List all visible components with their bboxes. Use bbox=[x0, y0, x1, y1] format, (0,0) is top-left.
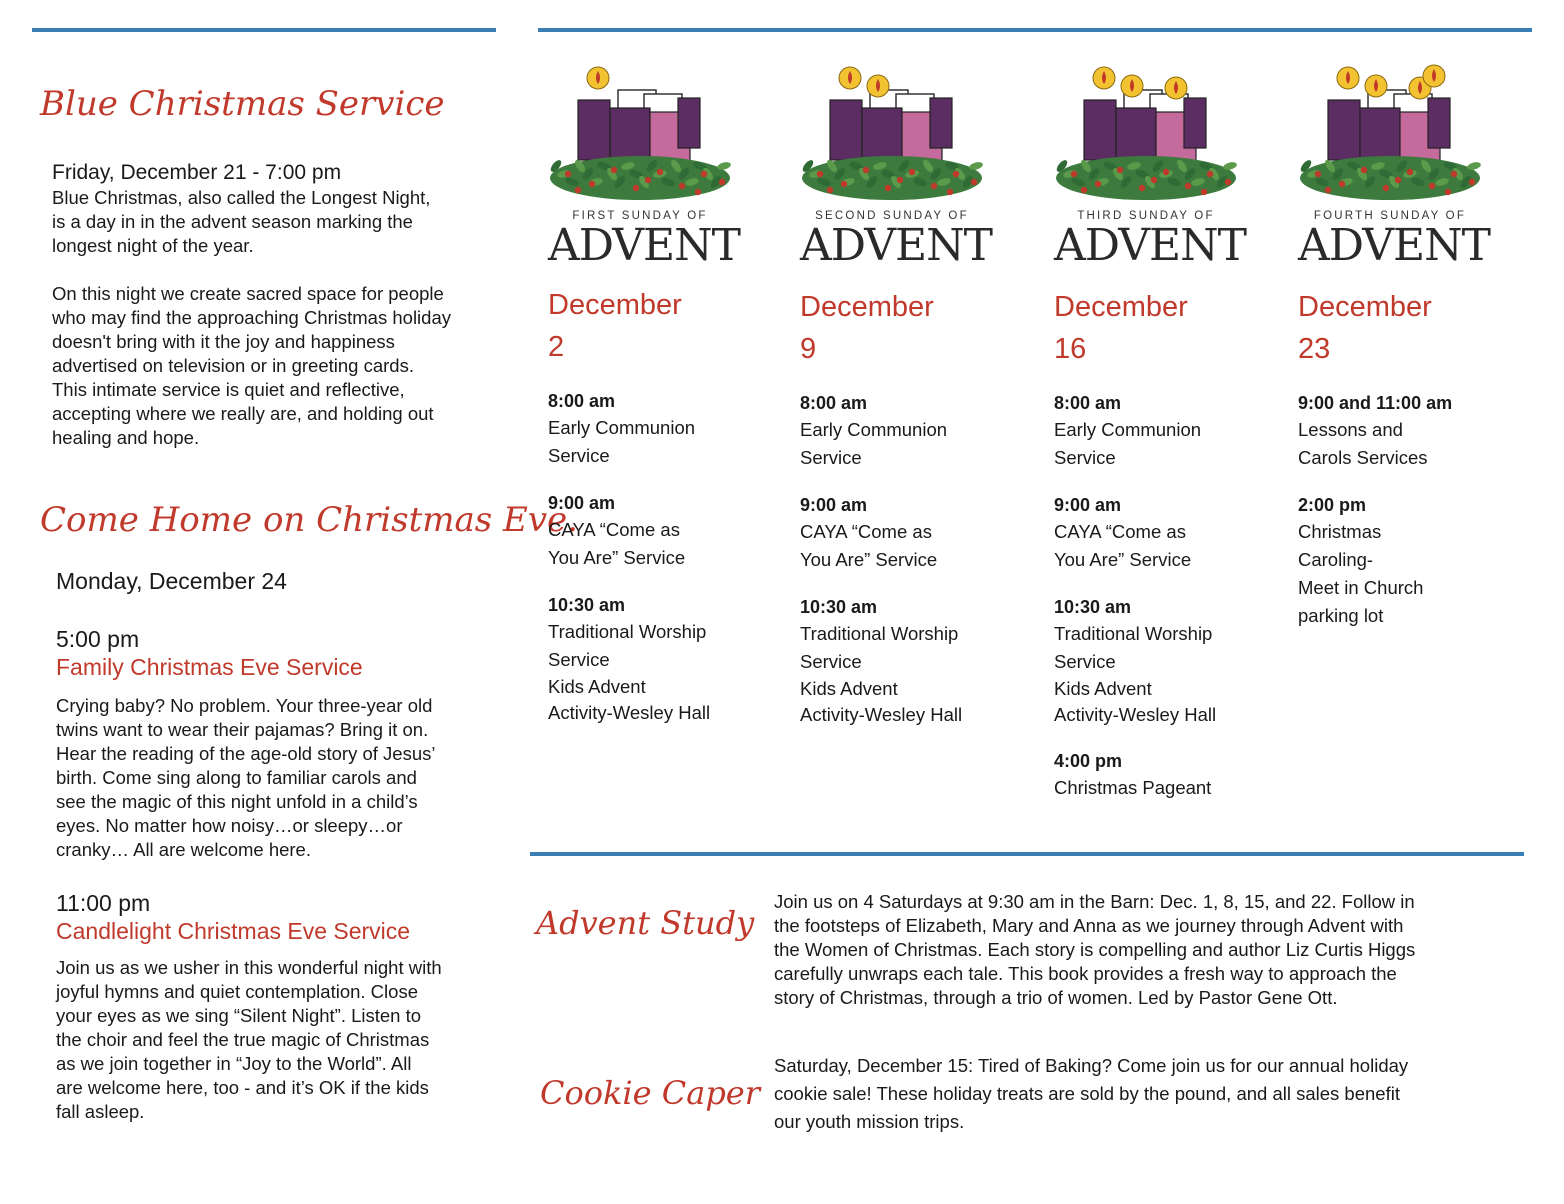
text-line: our youth mission trips. bbox=[774, 1111, 965, 1132]
berry bbox=[701, 171, 707, 177]
service-desc: Early Communion bbox=[548, 417, 696, 438]
service-time: 8:00 am bbox=[800, 393, 868, 413]
service-desc: Meet in Church bbox=[1298, 577, 1424, 598]
date-day: 16 bbox=[1054, 333, 1087, 365]
advent-wreath-logo bbox=[1298, 62, 1491, 274]
candle bbox=[610, 108, 650, 162]
berry bbox=[1071, 171, 1077, 177]
berry bbox=[1201, 189, 1207, 195]
advent-word: ADVENT bbox=[800, 220, 993, 271]
service-desc: Christmas Pageant bbox=[1054, 777, 1212, 798]
text-line: Blue Christmas, also called the Longest Night, bbox=[52, 187, 431, 208]
right-top-rule bbox=[538, 28, 1532, 32]
text-line: twins want to wear their pajamas? Bring it on. bbox=[56, 719, 429, 740]
berry bbox=[1429, 183, 1435, 189]
service-desc: CAYA “Come as bbox=[548, 519, 680, 540]
text-line: joyful hymns and quiet contemplation. Close bbox=[56, 981, 418, 1002]
berry bbox=[657, 169, 663, 175]
text-line: Saturday, December 15: Tired of Baking? Come join us for our annual holiday bbox=[774, 1055, 1409, 1076]
candle bbox=[1428, 98, 1450, 148]
berry bbox=[1395, 177, 1401, 183]
service-time: 8:00 am bbox=[548, 391, 616, 411]
service1-description bbox=[56, 694, 435, 862]
service-desc: Christmas bbox=[1298, 521, 1382, 542]
advent-study-description bbox=[774, 890, 1415, 1010]
text-line: accepting where we really are, and holding out bbox=[52, 403, 434, 424]
advent-week-4 bbox=[1298, 62, 1498, 630]
service-desc: Service bbox=[548, 445, 610, 466]
advent-week-3 bbox=[1054, 62, 1254, 802]
text-line: carefully unwraps each tale. This book provides a fresh way to approach the bbox=[774, 963, 1397, 984]
berry bbox=[1469, 179, 1475, 185]
service-desc: Lessons and bbox=[1298, 419, 1403, 440]
berry bbox=[1325, 187, 1331, 193]
text-line: cranky… All are welcome here. bbox=[56, 839, 311, 860]
service-desc: parking lot bbox=[1298, 605, 1384, 626]
candle bbox=[830, 100, 862, 160]
berry bbox=[909, 169, 915, 175]
service1-time: 5:00 pm bbox=[56, 626, 140, 652]
berry bbox=[1407, 169, 1413, 175]
berry bbox=[1139, 185, 1145, 191]
advent-word: ADVENT bbox=[1298, 220, 1491, 271]
service-desc: Traditional Worship bbox=[800, 623, 959, 644]
berry bbox=[1339, 181, 1345, 187]
text-line: This intimate service is quiet and reflective, bbox=[52, 379, 405, 400]
service2-title: Candlelight Christmas Eve Service bbox=[56, 918, 411, 944]
service-desc: Early Communion bbox=[1054, 419, 1202, 440]
service-desc: You Are” Service bbox=[800, 549, 938, 570]
blue-christmas-section bbox=[52, 160, 451, 450]
cookie-caper-heading: Cookie Caper bbox=[540, 1074, 761, 1112]
text-line: is a day in in the advent season marking the bbox=[52, 211, 413, 232]
berry bbox=[971, 179, 977, 185]
berry bbox=[695, 189, 701, 195]
service-time: 8:00 am bbox=[1054, 393, 1122, 413]
advent-week-2 bbox=[800, 62, 1000, 728]
text-line: the footsteps of Elizabeth, Mary and Anna as we journey through Advent with bbox=[774, 915, 1404, 936]
berry bbox=[817, 171, 823, 177]
blue-christmas-heading: Blue Christmas Service bbox=[40, 84, 445, 124]
date-month: December bbox=[800, 291, 934, 323]
candle bbox=[1328, 100, 1360, 160]
berry bbox=[897, 177, 903, 183]
berry bbox=[633, 185, 639, 191]
service-desc: Service bbox=[800, 447, 862, 468]
blue-christmas-datetime: Friday, December 21 - 7:00 pm bbox=[52, 161, 342, 184]
berry bbox=[1361, 167, 1367, 173]
christmas-eve-heading: Come Home on Christmas Eve. bbox=[40, 500, 578, 540]
service-time: 9:00 am bbox=[800, 495, 868, 515]
berry bbox=[589, 181, 595, 187]
service-time: 10:30 am bbox=[800, 597, 878, 617]
service-time: 9:00 am bbox=[548, 493, 616, 513]
service-desc: Traditional Worship bbox=[548, 621, 707, 642]
berry bbox=[1151, 177, 1157, 183]
berry bbox=[575, 187, 581, 193]
service1-title: Family Christmas Eve Service bbox=[56, 654, 363, 680]
text-line: eyes. No matter how noisy…or sleepy…or bbox=[56, 815, 403, 836]
date-month: December bbox=[1298, 291, 1432, 323]
text-line: Crying baby? No problem. Your three-year old bbox=[56, 695, 433, 716]
berry bbox=[1117, 167, 1123, 173]
berry bbox=[863, 167, 869, 173]
advent-wreath-logo bbox=[548, 62, 741, 274]
left-top-rule bbox=[32, 28, 496, 32]
text-line: birth. Come sing along to familiar carols and bbox=[56, 767, 417, 788]
candle bbox=[1184, 98, 1206, 148]
date-day: 23 bbox=[1298, 333, 1331, 365]
service2-description bbox=[56, 956, 442, 1124]
advent-study-heading: Advent Study bbox=[536, 904, 755, 942]
text-line: story of Christmas, through a trio of women. Led by Pastor Gene Ott. bbox=[774, 987, 1338, 1008]
advent-wreath-logo bbox=[800, 62, 993, 274]
date-month: December bbox=[548, 289, 682, 321]
text-line: Join us as we usher in this wonderful night with bbox=[56, 957, 442, 978]
berry bbox=[645, 177, 651, 183]
text-line: cookie sale! These holiday treats are sold by the pound, and all sales benefit bbox=[774, 1083, 1400, 1104]
middle-rule bbox=[530, 852, 1524, 856]
berry bbox=[931, 183, 937, 189]
berry bbox=[1451, 171, 1457, 177]
service-time: 4:00 pm bbox=[1054, 751, 1123, 771]
berry bbox=[1207, 171, 1213, 177]
text-line: advertised on television or in greeting cards. bbox=[52, 355, 414, 376]
text-line: Join us on 4 Saturdays at 9:30 am in the Barn: Dec. 1, 8, 15, and 22. Follow in bbox=[774, 891, 1415, 912]
service-time: 10:30 am bbox=[548, 595, 626, 615]
service-desc: Service bbox=[800, 651, 862, 672]
berry bbox=[947, 189, 953, 195]
candle bbox=[862, 108, 902, 162]
advent-wreath-logo bbox=[1054, 62, 1247, 274]
service-desc: You Are” Service bbox=[1054, 549, 1192, 570]
service-desc: Service bbox=[1054, 447, 1116, 468]
date-day: 2 bbox=[548, 331, 565, 363]
service-desc: Service bbox=[1054, 651, 1116, 672]
berry bbox=[679, 183, 685, 189]
service2-time: 11:00 pm bbox=[56, 890, 151, 916]
text-line: healing and hope. bbox=[52, 427, 200, 448]
service-time: 9:00 am bbox=[1054, 495, 1122, 515]
service-desc: Kids Advent bbox=[1054, 678, 1152, 699]
candle bbox=[930, 98, 952, 148]
service-desc: Carols Services bbox=[1298, 447, 1428, 468]
cookie-caper-description bbox=[774, 1052, 1408, 1136]
service-desc: Activity-Wesley Hall bbox=[548, 702, 711, 723]
text-line: Hear the reading of the age-old story of Jesus’ bbox=[56, 743, 436, 764]
text-line: doesn't bring with it the joy and happiness bbox=[52, 331, 395, 352]
candle bbox=[1116, 108, 1156, 162]
service-time: 2:00 pm bbox=[1298, 495, 1367, 515]
advent-word: ADVENT bbox=[1054, 220, 1247, 271]
berry bbox=[1225, 179, 1231, 185]
berry bbox=[565, 171, 571, 177]
service-desc: Traditional Worship bbox=[1054, 623, 1213, 644]
service-desc: Service bbox=[548, 649, 610, 670]
text-line: the Women of Christmas. Each story is compelling and author Liz Curtis Higgs bbox=[774, 939, 1416, 960]
service-desc: Kids Advent bbox=[800, 678, 898, 699]
candle bbox=[1360, 108, 1400, 162]
service-desc: Activity-Wesley Hall bbox=[800, 704, 963, 725]
advent-word: ADVENT bbox=[548, 220, 741, 271]
service-desc: CAYA “Come as bbox=[800, 521, 932, 542]
date-month: December bbox=[1054, 291, 1188, 323]
berry bbox=[1383, 185, 1389, 191]
service-desc: You Are” Service bbox=[548, 547, 686, 568]
service-desc: Activity-Wesley Hall bbox=[1054, 704, 1217, 725]
service-desc: CAYA “Come as bbox=[1054, 521, 1186, 542]
text-line: your eyes as we sing “Silent Night”. Listen to bbox=[56, 1005, 422, 1026]
text-line: as we join together in “Joy to the World”. All bbox=[56, 1053, 412, 1074]
berry bbox=[827, 187, 833, 193]
week-label: FIRST SUNDAY OF bbox=[572, 210, 708, 222]
text-line: see the magic of this night unfold in a child’s bbox=[56, 791, 418, 812]
week-label: THIRD SUNDAY OF bbox=[1077, 210, 1215, 222]
service-desc: Caroling- bbox=[1298, 549, 1374, 570]
text-line: On this night we create sacred space for people bbox=[52, 283, 444, 304]
candle bbox=[678, 98, 700, 148]
berry bbox=[1163, 169, 1169, 175]
service-time: 10:30 am bbox=[1054, 597, 1132, 617]
service-time: 9:00 and 11:00 am bbox=[1298, 393, 1453, 413]
week-label: SECOND SUNDAY OF bbox=[815, 210, 969, 222]
berry bbox=[1185, 183, 1191, 189]
berry bbox=[719, 179, 725, 185]
berry bbox=[885, 185, 891, 191]
berry bbox=[611, 167, 617, 173]
service-desc: Early Communion bbox=[800, 419, 948, 440]
berry bbox=[1315, 171, 1321, 177]
date-day: 9 bbox=[800, 333, 817, 365]
service-desc: Kids Advent bbox=[548, 676, 646, 697]
berry bbox=[841, 181, 847, 187]
berry bbox=[1445, 189, 1451, 195]
candle bbox=[1084, 100, 1116, 160]
text-line: the choir and feel the true magic of Christmas bbox=[56, 1029, 430, 1050]
advent-week-1 bbox=[548, 62, 748, 726]
text-line: fall asleep. bbox=[56, 1101, 145, 1122]
text-line: who may find the approaching Christmas holiday bbox=[52, 307, 451, 328]
week-label: FOURTH SUNDAY OF bbox=[1313, 210, 1467, 222]
berry bbox=[953, 171, 959, 177]
christmas-eve-date: Monday, December 24 bbox=[56, 568, 287, 594]
text-line: are welcome here, too - and it’s OK if the kids bbox=[56, 1077, 429, 1098]
berry bbox=[1081, 187, 1087, 193]
candle bbox=[578, 100, 610, 160]
text-line: longest night of the year. bbox=[52, 235, 254, 256]
berry bbox=[1095, 181, 1101, 187]
